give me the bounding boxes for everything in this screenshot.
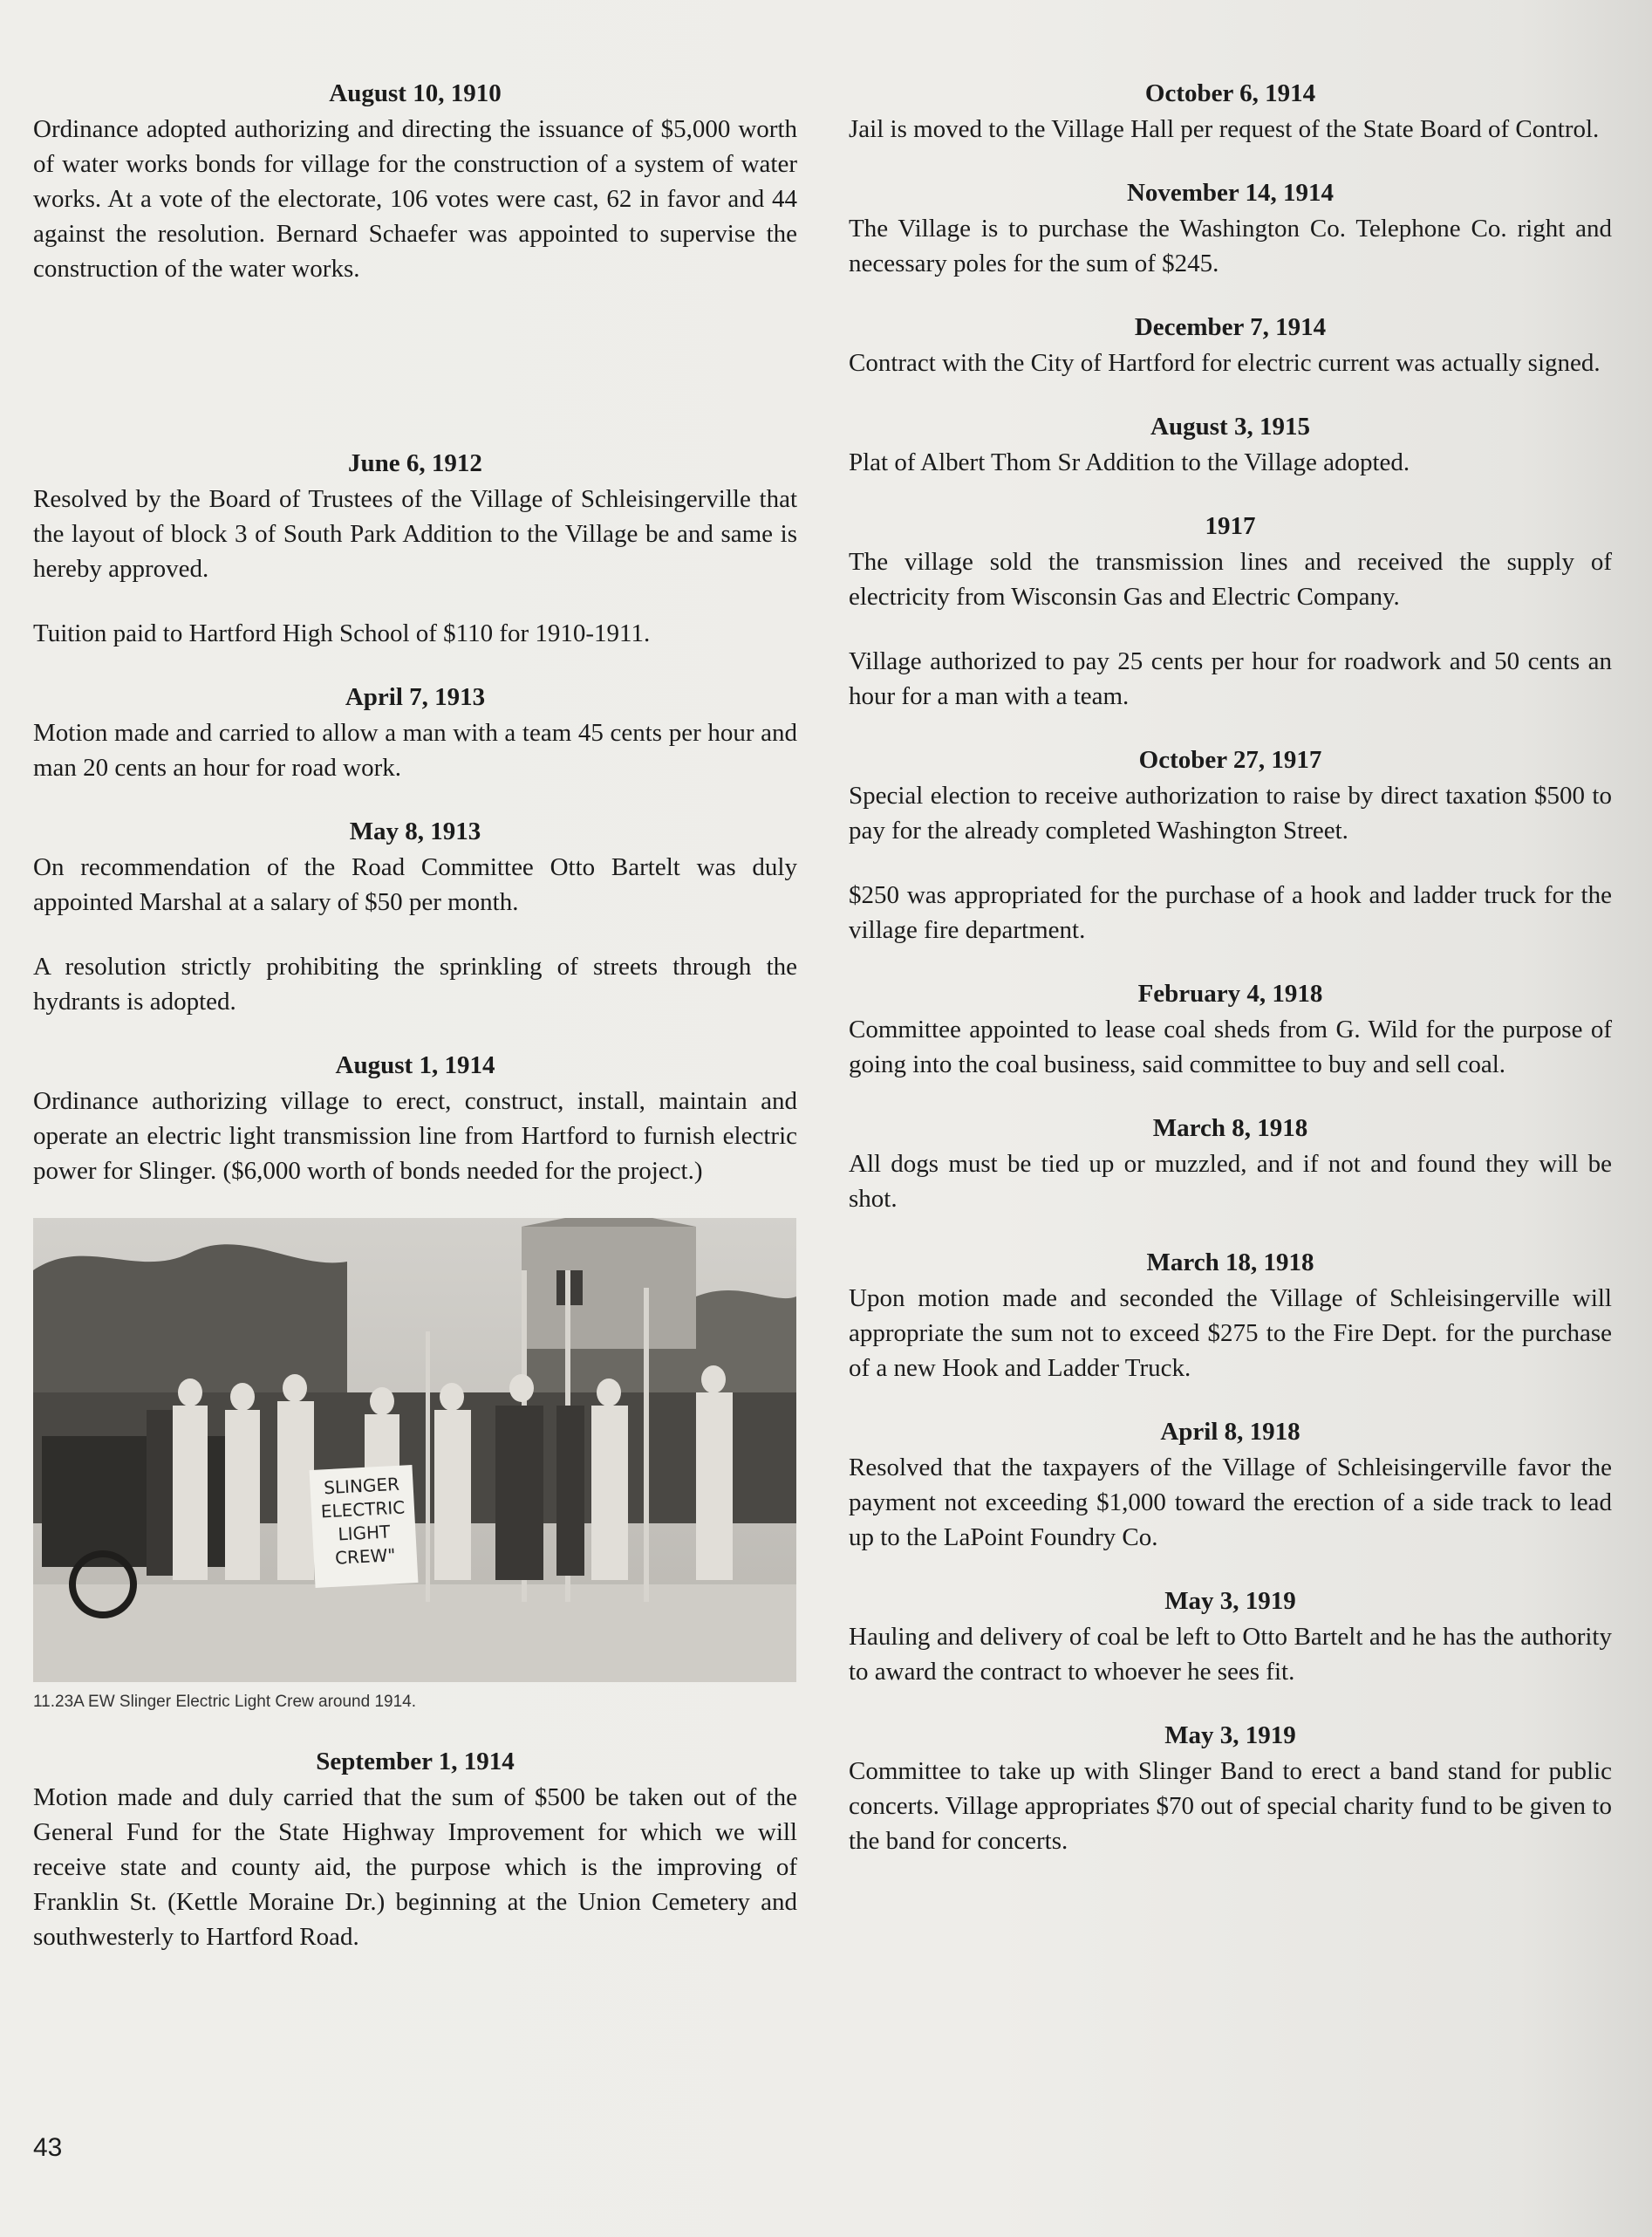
entry-text: Plat of Albert Thom Sr Addition to the Village adopted. [849,448,1410,476]
entry-text: Motion made and duly carried that the sum of $500 be taken out of the General Fund for the State Highway Improvement for which we will receive state and county aid, the purpose which is the improving of Franklin St. (Kettle Moraine Dr.) beginning at the Union Cemetery and southwesterly to Hartford Road. [33,1783,797,1951]
left-column [33,77,797,1984]
entry-text: A resolution strictly prohibiting the sprinkling of streets through the hydrants is adopted. [33,953,797,1016]
timeline-entry [33,77,797,286]
entry-text: Resolved by the Board of Trustees of the Village of Schleisingerville that the layout of block 3 of South Park Addition to the Village be and same is hereby approved. [33,485,797,583]
timeline-entry [33,815,797,920]
entry-date: March 8, 1918 [1152,1114,1308,1142]
entry-date: April 8, 1918 [1160,1418,1300,1446]
timeline-entry [849,743,1612,848]
page-number: 43 [33,2133,63,2162]
entry-date: May 3, 1919 [1164,1587,1296,1615]
entry-date: May 8, 1913 [349,817,481,845]
timeline-entry [849,410,1612,480]
entry-date: August 1, 1914 [335,1051,495,1079]
entry-date: October 27, 1917 [1138,746,1322,774]
entry-text: Contract with the City of Hartford for electric current was actually signed. [849,349,1601,377]
timeline-entry [849,1415,1612,1555]
entry-date: September 1, 1914 [316,1748,515,1775]
entry-date: August 3, 1915 [1150,413,1310,441]
timeline-entry [33,616,797,651]
timeline-entry [849,176,1612,281]
entry-text: Committee to take up with Slinger Band to erect a band stand for public concerts. Village appropriates $70 out of special charity fund to be given to the band for concerts. [849,1757,1612,1855]
entry-date: March 18, 1918 [1146,1248,1314,1276]
entry-date: May 3, 1919 [1164,1721,1296,1749]
timeline-entry [849,1719,1612,1858]
timeline-entry [849,1584,1612,1689]
entry-date: November 14, 1914 [1126,179,1335,207]
crew-sign [310,1465,419,1588]
entry-text: Jail is moved to the Village Hall per request of the State Board of Control. [849,115,1600,143]
timeline-entry [849,644,1612,714]
crew-photo-illustration [33,1218,796,1682]
timeline-entry [33,447,797,586]
timeline-entry [849,77,1612,147]
right-column [849,77,1612,1888]
sign-line: CREW" [334,1544,397,1569]
timeline-entry [849,1246,1612,1385]
entry-text: Upon motion made and seconded the Village of Schleisingerville will appropriate the sum not to exceed $275 to the Fire Dept. for the purchase of a new Hook and Ladder Truck. [849,1284,1612,1382]
entry-text: Resolved that the taxpayers of the Village of Schleisingerville favor the payment not exceeding $1,000 toward the erection of a side track to lead up to the LaPoint Foundry Co. [849,1454,1612,1551]
timeline-entry [849,510,1612,614]
timeline-entry [33,1745,797,1954]
entry-text: The Village is to purchase the Washington Co. Telephone Co. right and necessary poles for the sum of $245. [849,215,1612,277]
timeline-entry [849,1112,1612,1216]
photo-caption: 11.23A EW Slinger Electric Light Crew around 1914. [33,1693,416,1711]
timeline-entry [33,949,797,1019]
timeline-entry [33,1049,797,1188]
timeline-entry [849,878,1612,947]
sign-line: LIGHT [337,1521,391,1545]
entry-text: $250 was appropriated for the purchase of a hook and ladder truck for the village fire department. [849,881,1612,944]
entry-text: Committee appointed to lease coal sheds from G. Wild for the purpose of going into the coal business, said committee to buy and sell coal. [849,1016,1612,1078]
sign-line: SLINGER [323,1473,400,1499]
entry-text: Ordinance authorizing village to erect, construct, install, maintain and operate an electric light transmission line from Hartford to furnish electric power for Slinger. ($6,000 worth of bonds needed for the project.) [33,1087,797,1185]
entry-date: February 4, 1918 [1137,980,1323,1008]
entry-text: Motion made and carried to allow a man with a team 45 cents per hour and man 20 cents an hour for road work. [33,719,797,782]
entry-date: April 7, 1913 [345,683,486,711]
crew-photo [33,1218,796,1682]
entry-text: Special election to receive authorization to raise by direct taxation $500 to pay for the already completed Washington Street. [849,782,1612,845]
entry-text: All dogs must be tied up or muzzled, and if not and found they will be shot. [849,1150,1612,1213]
entry-text: Hauling and delivery of coal be left to Otto Bartelt and he has the authority to award the contract to whoever he sees fit. [849,1623,1612,1686]
entry-text: The village sold the transmission lines and received the supply of electricity from Wisconsin Gas and Electric Company. [849,548,1612,611]
timeline-entry [33,681,797,785]
entry-date: June 6, 1912 [348,449,482,477]
entry-text: Village authorized to pay 25 cents per hour for roadwork and 50 cents an hour for a man with a team. [849,647,1612,710]
entry-date: August 10, 1910 [329,79,502,107]
timeline-entry [849,977,1612,1082]
entry-date: 1917 [1205,512,1256,540]
sign-line: ELECTRIC [320,1496,406,1522]
entry-text: Tuition paid to Hartford High School of $110 for 1910-1911. [33,619,651,647]
entry-date: October 6, 1914 [1144,79,1316,107]
timeline-entry [849,311,1612,380]
entry-date: December 7, 1914 [1134,313,1327,341]
entry-text: Ordinance adopted authorizing and directing the issuance of $5,000 worth of water works bonds for village for the construction of a system of water works. At a vote of the electorate, 106 votes were cast, 62 in favor and 44 against the resolution. Bernard Schaefer was appointed to supervise the construction of the water works. [33,115,797,283]
entry-text: On recommendation of the Road Committee Otto Bartelt was duly appointed Marshal at a salary of $50 per month. [33,853,797,916]
